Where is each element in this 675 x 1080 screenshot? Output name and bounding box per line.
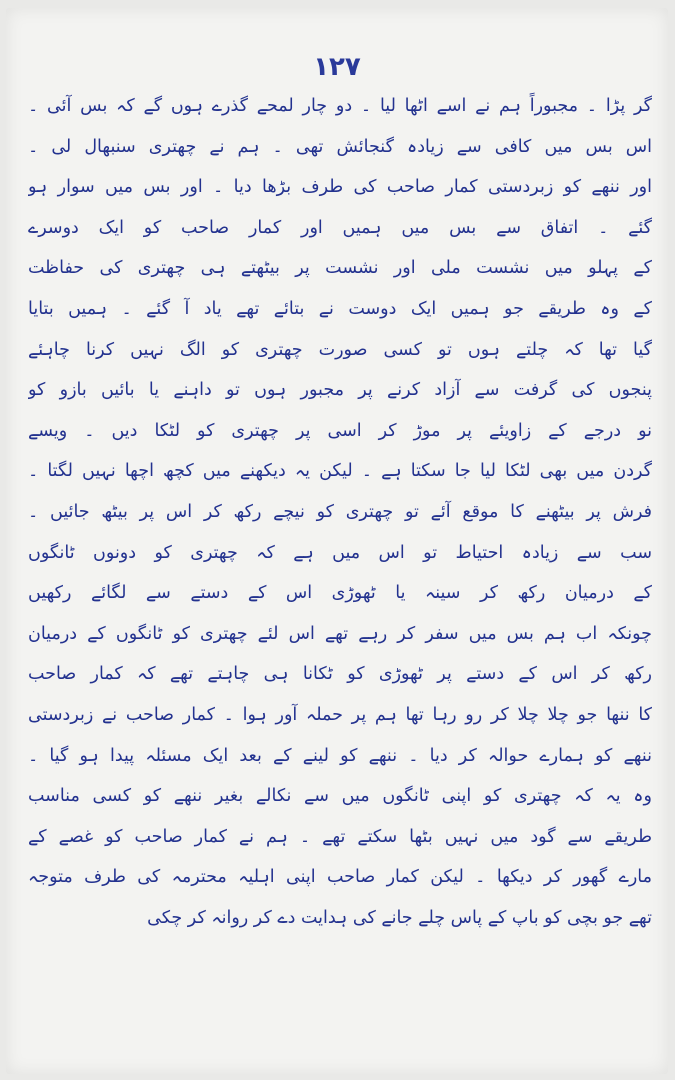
text-line: گیا تھا کہ چلتے ہوں تو کسی صورت چھتری کو الگ نہیں کرنا چاہئے — [28, 339, 652, 360]
text-line: کے وہ طریقے جو ہمیں ایک دوست نے بتائے تھے یاد آ گئے ۔ ہمیں بتایا — [28, 298, 652, 319]
text-line: چونکہ اب ہم بس میں سفر کر رہے تھے اس لئے چھتری کو ٹانگوں کے درمیان — [28, 623, 652, 644]
text-line: اس بس میں کافی سے زیادہ گنجائش تھی ۔ ہم نے چھتری سنبھال لی ۔ — [28, 136, 652, 157]
text-line: ننھے کو ہمارے حوالہ کر دیا ۔ ننھے کو لینے کے بعد ایک مسئلہ پیدا ہو گیا ۔ — [28, 745, 652, 766]
text-line: گر پڑا ۔ مجبوراً ہم نے اسے اٹھا لیا ۔ دو چار لمحے گذرے ہوں گے کہ بس آئی ۔ — [28, 96, 652, 116]
text-line: گردن میں بھی لٹکا لیا جا سکتا ہے ۔ لیکن یہ دیکھنے میں کچھ اچھا نہیں لگتا ۔ — [28, 461, 652, 482]
text-line: کے پہلو میں نشست ملی اور نشست پر بیٹھتے ہی چھتری کی حفاظت — [28, 258, 652, 279]
text-line: پنجوں کی گرفت سے آزاد کرنے پر مجبور ہوں تو داہنے یا بائیں بازو کو — [28, 380, 652, 401]
text-line: مارے گھور کر دیکھا ۔ لیکن کمار صاحب اپنی اہلیہ محترمہ کی طرف متوجہ — [28, 867, 652, 888]
text-line: کے درمیان رکھ کر سینہ یا ٹھوڑی اس کے دستے سے لگائے رکھیں — [28, 583, 652, 604]
text-line: گئے ۔ اتفاق سے بس میں ہمیں اور کمار صاحب کو ایک دوسرے — [28, 217, 652, 238]
text-line: کا ننھا جو چلا چلا کر رو رہا تھا ہم پر حملہ آور ہوا ۔ کمار صاحب نے زبردستی — [28, 704, 652, 725]
text-line: رکھ کر اس کے دستے پر ٹھوڑی کو ٹکانا ہی چاہتے تھے کہ کمار صاحب — [28, 664, 652, 685]
text-line: طریقے سے گود میں نہیں بٹھا سکتے تھے ۔ ہم نے کمار صاحب کو غصے کے — [28, 826, 652, 847]
page-text — [28, 86, 652, 938]
text-line: فرش پر بیٹھنے کا موقع آئے تو چھتری کو نیچے رکھ کر اس پر بیٹھ جائیں ۔ — [28, 501, 652, 522]
text-line: تھے جو بچی کو باپ کے پاس چلے جانے کی ہدایت دے کر روانہ کر چکی — [147, 907, 652, 928]
text-line: نو درجے کے زاویئے پر موڑ کر اسی پر چھتری کو لٹکا دیں ۔ ویسے — [28, 420, 652, 441]
page-number: ۱۲۷ — [313, 52, 361, 82]
text-line: وہ یہ کہ چھتری کو اپنی ٹانگوں میں سے نکالے بغیر ننھے کو کسی مناسب — [28, 786, 652, 807]
text-line: سب سے زیادہ احتیاط تو اس میں ہے کہ چھتری کو دونوں ٹانگوں — [28, 542, 652, 563]
book-page — [6, 8, 668, 1074]
text-line: اور ننھے کو زبردستی کمار صاحب کی طرف بڑھا دیا ۔ اور بس میں سوار ہو — [28, 177, 652, 198]
